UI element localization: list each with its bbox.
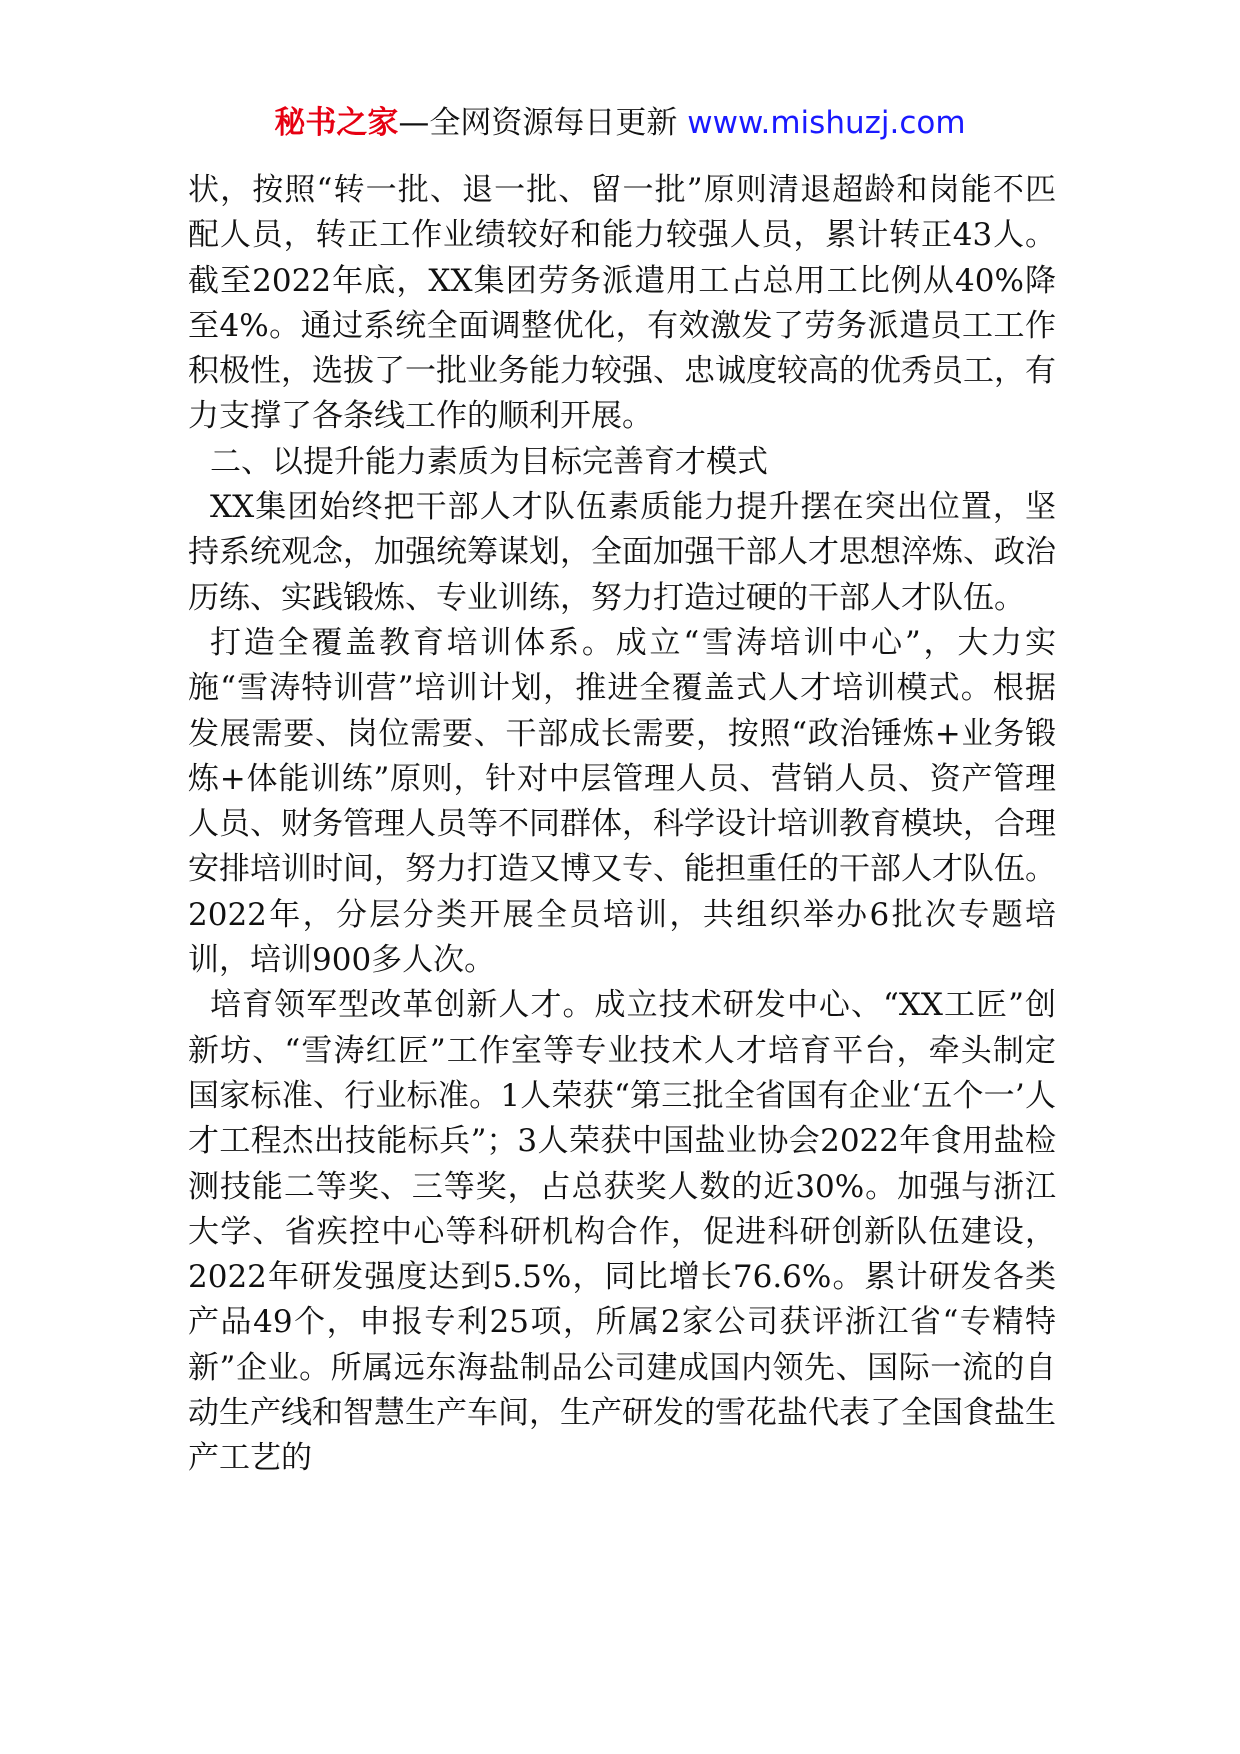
brand-name: 秘书之家	[274, 105, 399, 141]
paragraph-training: 打造全覆盖教育培训体系。成立“雪涛培训中心”，大力实施“雪涛特训营”培训计划，推进全覆盖式人才培训模式。根据发展需要、岗位需要、干部成长需要，按照“政治锤炼+业务锻炼+体能训练”原则，针对中层管理人员、营销人员、资产管理人员、财务管理人员等不同群体，科学设计培训教育模块，合理安排培训时间，努力打造又博又专、能担重任的干部人才队伍。2022年，分层分类开展全员培训，共组织举办6批次专题培训，培训900多人次。	[188, 624, 1056, 979]
site-url-link[interactable]: www.mishuzj.com	[687, 105, 966, 141]
paragraph-continued: 状，按照“转一批、退一批、留一批”原则清退超龄和岗能不匹配人员，转正工作业绩较好和能力较强人员，累计转正43人。截至2022年底，XX集团劳务派遣用工占总用工比例从40%降至4%。通过系统全面调整优化，有效激发了劳务派遣员工工作积极性，选拔了一批业务能力较强、忠诚度较高的优秀员工，有力支撑了各条线工作的顺利开展。	[188, 172, 1056, 435]
document-body	[188, 168, 1056, 1482]
paragraph-quality: XX集团始终把干部人才队伍素质能力提升摆在突出位置，坚持系统观念，加强统筹谋划，全面加强干部人才思想淬炼、政治历练、实践锻炼、专业训练，努力打造过硬的干部人才队伍。	[188, 489, 1056, 616]
section-heading: 二、以提升能力素质为目标完善育才模式	[210, 443, 768, 480]
site-header	[0, 100, 1240, 146]
paragraph-innovation: 培育领军型改革创新人才。成立技术研发中心、“XX工匠”创新坊、“雪涛红匠”工作室等专业技术人才培育平台，牵头制定国家标准、行业标准。1人荣获“第三批全省国有企业‘五个一’人才工程杰出技能标兵”；3人荣获中国盐业协会2022年食用盐检测技能二等奖、三等奖，占总获奖人数的近30%。加强与浙江大学、省疾控中心等科研机构合作，促进科研创新队伍建设，2022年研发强度达到5.5%，同比增长76.6%。累计研发各类产品49个，申报专利25项，所属2家公司获评浙江省“专精特新”企业。所属远东海盐制品公司建成国内领先、国际一流的自动生产线和智慧生产车间，生产研发的雪花盐代表了全国食盐生产工艺的	[188, 987, 1056, 1477]
header-tagline: —全网资源每日更新	[398, 105, 678, 141]
